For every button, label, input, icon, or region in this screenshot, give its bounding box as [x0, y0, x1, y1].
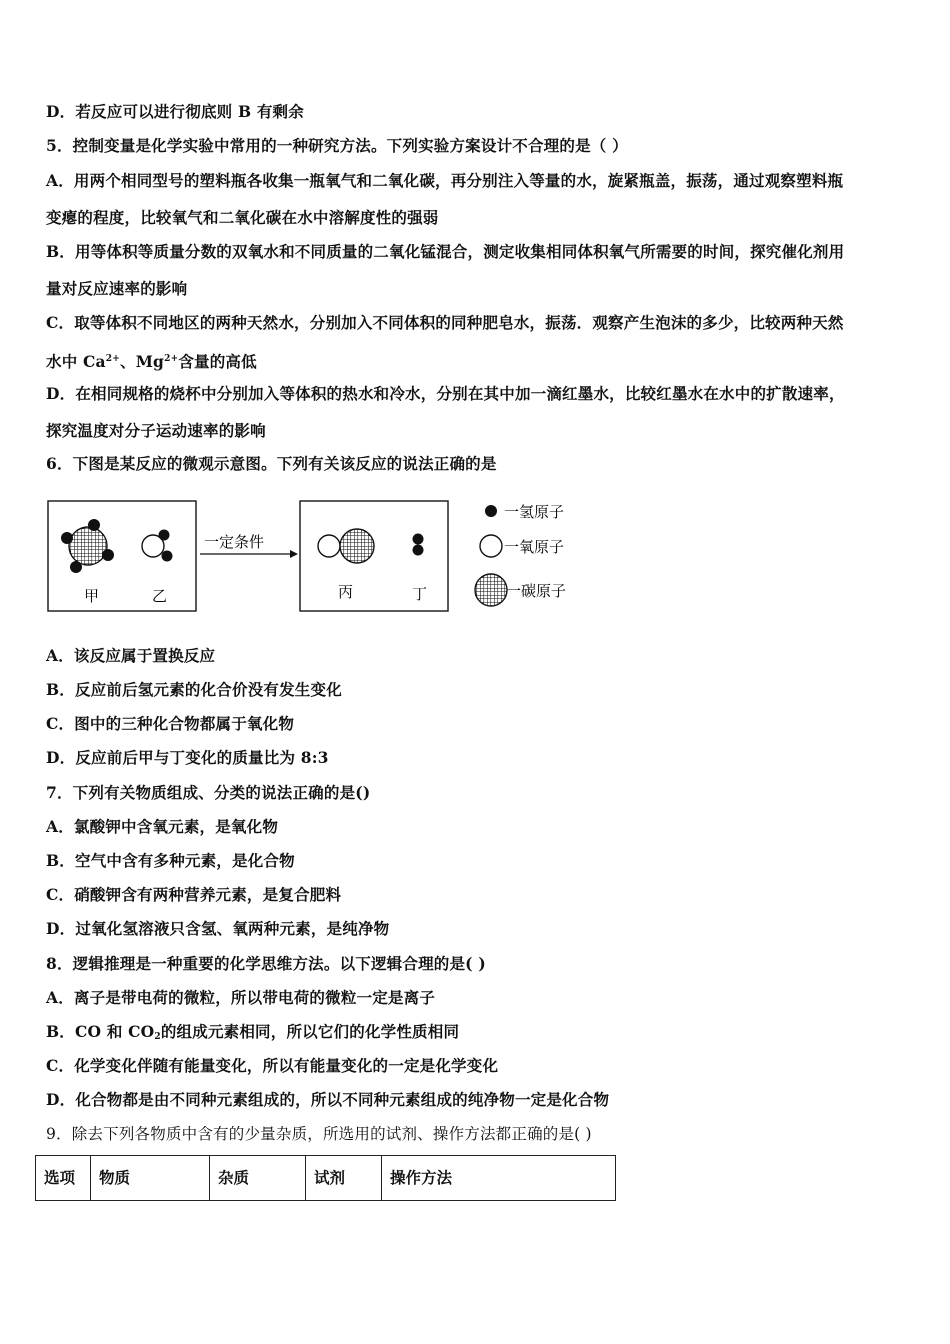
q8-option-c: C．化学变化伴随有能量变化，所以有能量变化的一定是化学变化: [46, 1056, 499, 1075]
hydrogen-atom: [413, 534, 424, 545]
option-d-prev: D．若反应可以进行彻底则 B 有剩余: [46, 102, 304, 121]
q5-option-a-line2: 变瘪的程度，比较氧气和二氧化碳在水中溶解度性的强弱: [46, 208, 439, 227]
question-7: 7．下列有关物质组成、分类的说法正确的是(): [46, 783, 371, 802]
q5c-text-mid: 、Mg: [120, 352, 165, 371]
reactant-box: [48, 501, 196, 611]
q7-option-a: A．氯酸钾中含氧元素，是氧化物: [46, 817, 279, 836]
hydrogen-atom: [88, 519, 100, 531]
header-option: 选项: [36, 1156, 91, 1201]
q8b-sub: 2: [154, 1032, 161, 1042]
q6-option-a: A．该反应属于置换反应: [46, 646, 216, 665]
hydrogen-atom: [61, 532, 73, 544]
q5c-text-post: 含量的高低: [178, 352, 257, 371]
q5c-sup-mg: 2+: [164, 354, 179, 364]
question-6: 6．下图是某反应的微观示意图。下列有关该反应的说法正确的是: [46, 454, 497, 473]
q5-option-b-line2: 量对反应速率的影响: [46, 279, 188, 298]
legend-carbon-icon: [475, 574, 507, 606]
header-substance: 物质: [91, 1156, 210, 1201]
oxygen-atom: [318, 535, 340, 557]
carbon-atom: [340, 529, 374, 563]
header-method: 操作方法: [382, 1156, 616, 1201]
legend-oxygen: 一氧原子: [504, 538, 565, 556]
label-jia: 甲: [84, 587, 100, 605]
legend-hydrogen-icon: [485, 505, 497, 517]
q6-option-b: B．反应前后氢元素的化合价没有发生变化: [46, 680, 342, 699]
q8-option-b: [46, 1022, 459, 1047]
header-impurity: 杂质: [210, 1156, 306, 1201]
hydrogen-atom: [70, 561, 82, 573]
q5-option-c-line1: C．取等体积不同地区的两种天然水，分别加入不同体积的同种肥皂水，振荡．观察产生泡沫的多少，比较两种天然: [46, 313, 844, 332]
q8b-text-post: 的组成元素相同，所以它们的化学性质相同: [160, 1022, 460, 1041]
q5-option-d-line1: D．在相同规格的烧杯中分别加入等体积的热水和冷水，分别在其中加一滴红墨水，比较红墨水在水中的扩散速率，: [46, 384, 845, 403]
carbon-atom: [69, 527, 107, 565]
question-8: 8．逻辑推理是一种重要的化学思维方法。以下逻辑合理的是( ): [46, 954, 486, 973]
q7-option-d: D．过氧化氢溶液只含氢、氧两种元素，是纯净物: [46, 919, 390, 938]
q5c-sup-ca: 2+: [105, 354, 120, 364]
legend-carbon: 一碳原子: [506, 582, 567, 600]
q5-option-c-line2: [46, 349, 257, 372]
q8b-text-pre: B．CO 和 CO: [46, 1022, 155, 1041]
question-5: 5．控制变量是化学实验中常用的一种研究方法。下列实验方案设计不合理的是（ ）: [46, 136, 628, 155]
label-bing: 丙: [338, 583, 354, 601]
label-ding: 丁: [412, 585, 428, 603]
q7-option-b: B．空气中含有多种元素，是化合物: [46, 851, 295, 870]
q8-option-d: D．化合物都是由不同种元素组成的，所以不同种元素组成的纯净物一定是化合物: [46, 1090, 610, 1109]
q5-option-a-line1: A．用两个相同型号的塑料瓶各收集一瓶氧气和二氧化碳，再分别注入等量的水，旋紧瓶盖，振荡，通过观察塑料瓶: [46, 171, 844, 190]
legend-oxygen-icon: [480, 535, 502, 557]
q9-table: [35, 1155, 616, 1201]
arrow-head: [290, 550, 298, 558]
table-header-row: [36, 1156, 616, 1201]
reaction-diagram: [46, 497, 606, 615]
arrow-label: 一定条件: [204, 533, 265, 551]
question-9: 9．除去下列各物质中含有的少量杂质，所选用的试剂、操作方法都正确的是( ): [46, 1125, 592, 1143]
hydrogen-atom: [162, 551, 173, 562]
q8-option-a: A．离子是带电荷的微粒，所以带电荷的微粒一定是离子: [46, 988, 436, 1007]
hydrogen-atom: [102, 549, 114, 561]
q5-option-d-line2: 探究温度对分子运动速率的影响: [46, 421, 266, 440]
q5c-text-pre: 水中 Ca: [46, 352, 106, 371]
hydrogen-atom: [413, 545, 424, 556]
legend-hydrogen: 一氢原子: [504, 503, 565, 521]
q5-option-b-line1: B．用等体积等质量分数的双氧水和不同质量的二氧化锰混合，测定收集相同体积氧气所需要的时间，探究催化剂用: [46, 242, 845, 261]
q7-option-c: C．硝酸钾含有两种营养元素，是复合肥料: [46, 885, 342, 904]
q6-option-d: D．反应前后甲与丁变化的质量比为 8:3: [46, 748, 329, 767]
hydrogen-atom: [159, 530, 170, 541]
header-reagent: 试剂: [306, 1156, 382, 1201]
label-yi: 乙: [152, 587, 168, 605]
q6-option-c: C．图中的三种化合物都属于氧化物: [46, 714, 295, 733]
